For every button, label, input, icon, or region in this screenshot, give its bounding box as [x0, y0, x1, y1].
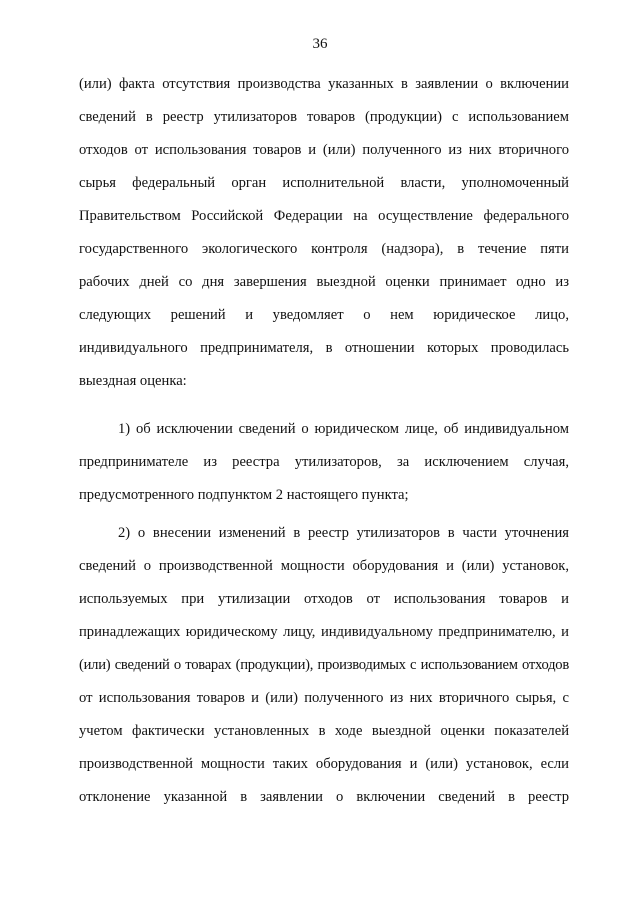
text-line: (или) факта отсутствия производства указанных в заявлении о включении: [79, 76, 569, 92]
text-line: принадлежащих юридическому лицу, индивидуальному предпринимателю, и: [79, 624, 569, 640]
text-line: рабочих дней со дня завершения выездной оценки принимает одно из: [79, 274, 569, 290]
text-line: от использования товаров и (или) полученного из них вторичного сырья, с: [79, 690, 569, 706]
text-line: отклонение указанной в заявлении о включении сведений в реестр: [79, 789, 569, 805]
text-line: сырья федеральный орган исполнительной власти, уполномоченный: [79, 175, 569, 191]
page-number: 36: [312, 36, 328, 52]
paragraph-item-2: [79, 517, 569, 814]
text-line: производственной мощности таких оборудования и (или) установок, если: [79, 756, 569, 772]
text-line: 2) о внесении изменений в реестр утилизаторов в части уточнения: [118, 525, 569, 541]
paragraph-continuation: [79, 68, 569, 398]
text-line: учетом фактически установленных в ходе выездной оценки показателей: [79, 723, 569, 739]
text-line: предпринимателе из реестра утилизаторов, за исключением случая,: [79, 454, 569, 470]
text-line: следующих решений и уведомляет о нем юридическое лицо,: [79, 307, 569, 323]
text-line: используемых при утилизации отходов от использования товаров и: [79, 591, 569, 607]
text-line: предусмотренного подпунктом 2 настоящего пункта;: [79, 487, 409, 503]
text-line: отходов от использования товаров и (или) полученного из них вторичного: [79, 142, 569, 158]
text-line: сведений о производственной мощности оборудования и (или) установок,: [79, 558, 569, 574]
text-line: (или) сведений о товарах (продукции), производимых с использованием отходов: [79, 657, 569, 673]
text-line: Правительством Российской Федерации на осуществление федерального: [79, 208, 569, 224]
paragraph-item-1: [79, 413, 569, 512]
text-line: государственного экологического контроля (надзора), в течение пяти: [79, 241, 569, 257]
text-line: 1) об исключении сведений о юридическом лице, об индивидуальном: [118, 421, 569, 437]
text-line: сведений в реестр утилизаторов товаров (продукции) с использованием: [79, 109, 569, 125]
text-line: индивидуального предпринимателя, в отношении которых проводилась: [79, 340, 569, 356]
text-line: выездная оценка:: [79, 373, 187, 389]
